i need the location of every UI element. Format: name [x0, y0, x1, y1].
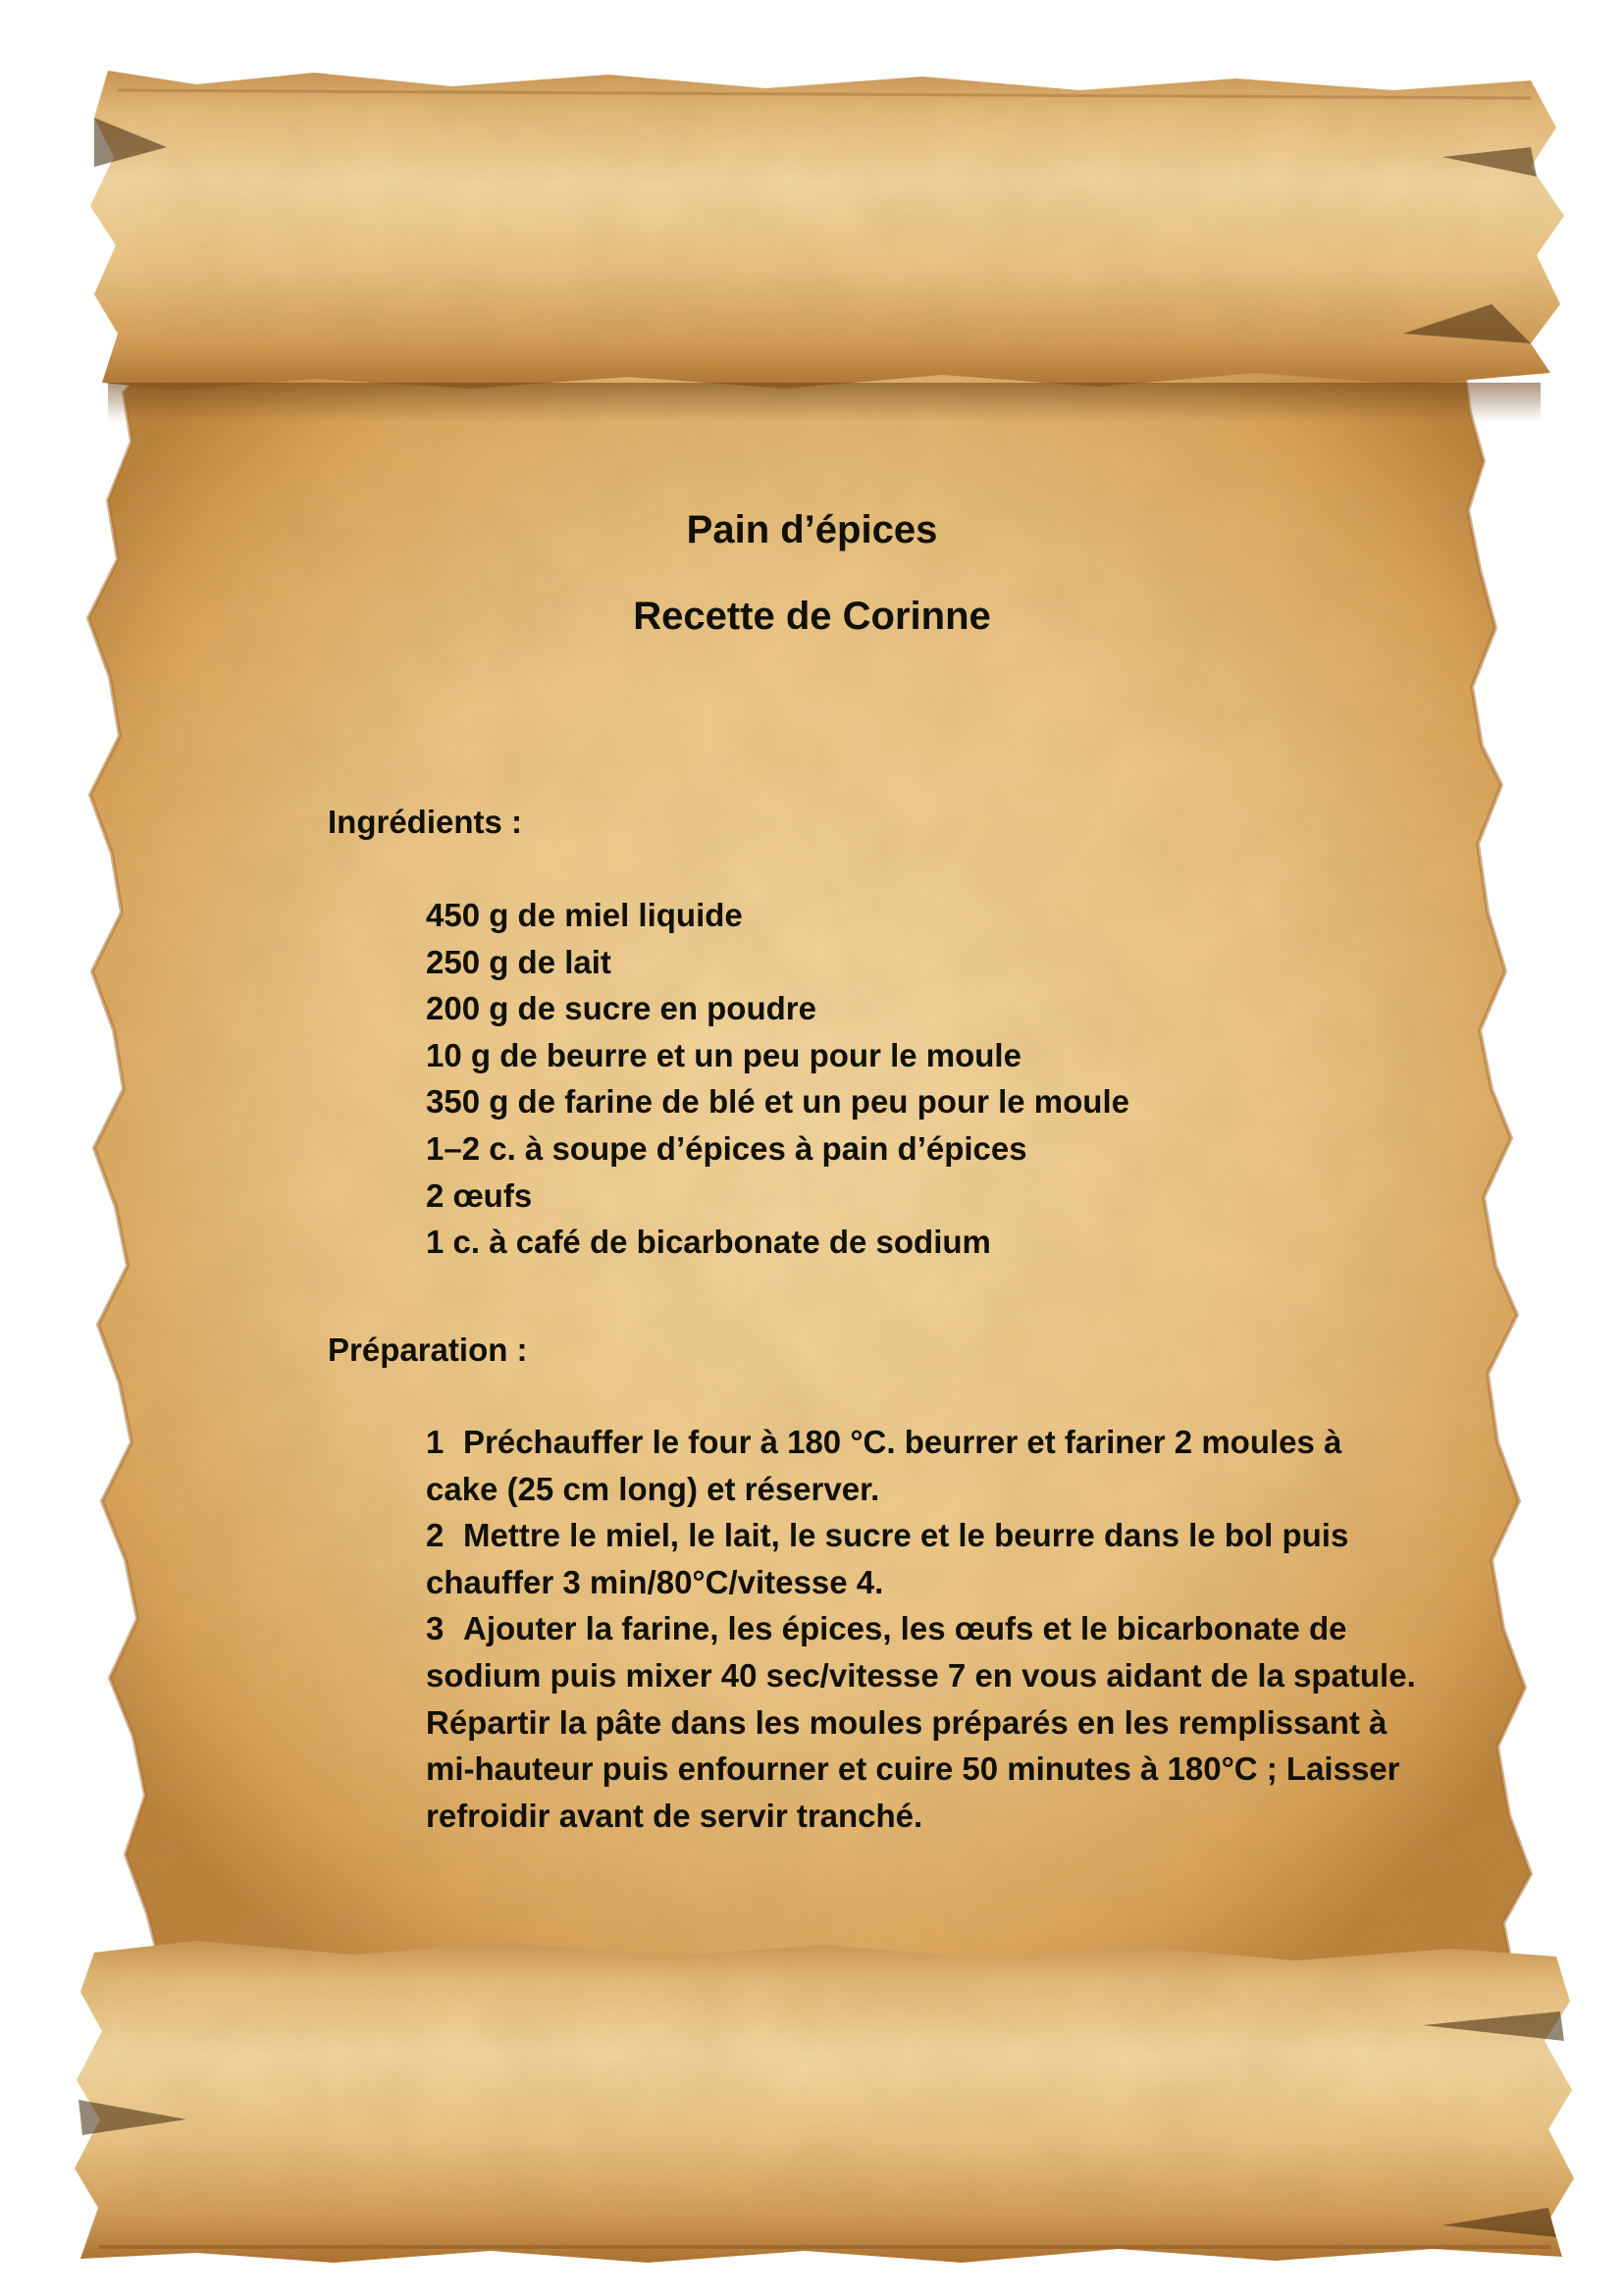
ingredient-item: 450 g de miel liquide: [426, 897, 743, 933]
ingredient-item: 200 g de sucre en poudre: [426, 990, 816, 1027]
ingredients-list: [426, 892, 1129, 1266]
step-number: 2: [426, 1517, 445, 1554]
ingredient-item: 1 c. à café de bicarbonate de sodium: [426, 1224, 991, 1261]
step-number: 1: [426, 1424, 445, 1460]
preparation-step: [426, 1512, 1417, 1605]
ingredients-heading: Ingrédients :: [328, 804, 523, 840]
preparation-heading: Préparation :: [328, 1331, 528, 1368]
preparation-steps: [426, 1419, 1417, 1839]
step-text: Préchauffer le four à 180 °C. beurrer et fariner 2 moules à cake (25 cm long) et réserver.: [426, 1424, 1342, 1507]
preparation-step: [426, 1605, 1417, 1839]
step-number: 3: [426, 1610, 445, 1647]
ingredient-item: 250 g de lait: [426, 943, 611, 980]
preparation-step: [426, 1419, 1417, 1512]
ingredient-item: 10 g de beurre et un peu pour le moule: [426, 1036, 1022, 1073]
ingredient-item: 350 g de farine de blé et un peu pour le moule: [426, 1083, 1129, 1121]
step-text: Ajouter la farine, les épices, les œufs et le bicarbonate de sodium puis mixer 40 sec/vitesse 7 en vous aidant de la spatule. Répartir la pâte dans les moules préparés en les remplissant à mi-hauteur puis enfourner et cuire 50 minutes à 180°C ; Laisser refroidir avant de servir tranché.: [426, 1610, 1416, 1834]
step-text: Mettre le miel, le lait, le sucre et le beurre dans le bol puis chauffer 3 min/80°C/vitesse 4.: [426, 1517, 1349, 1600]
ingredient-item: 2 œufs: [426, 1176, 533, 1214]
recipe-title: Pain d’épices: [686, 508, 938, 551]
recipe-subtitle: Recette de Corinne: [633, 595, 991, 638]
ingredient-item: 1–2 c. à soupe d’épices à pain d’épices: [426, 1129, 1027, 1167]
